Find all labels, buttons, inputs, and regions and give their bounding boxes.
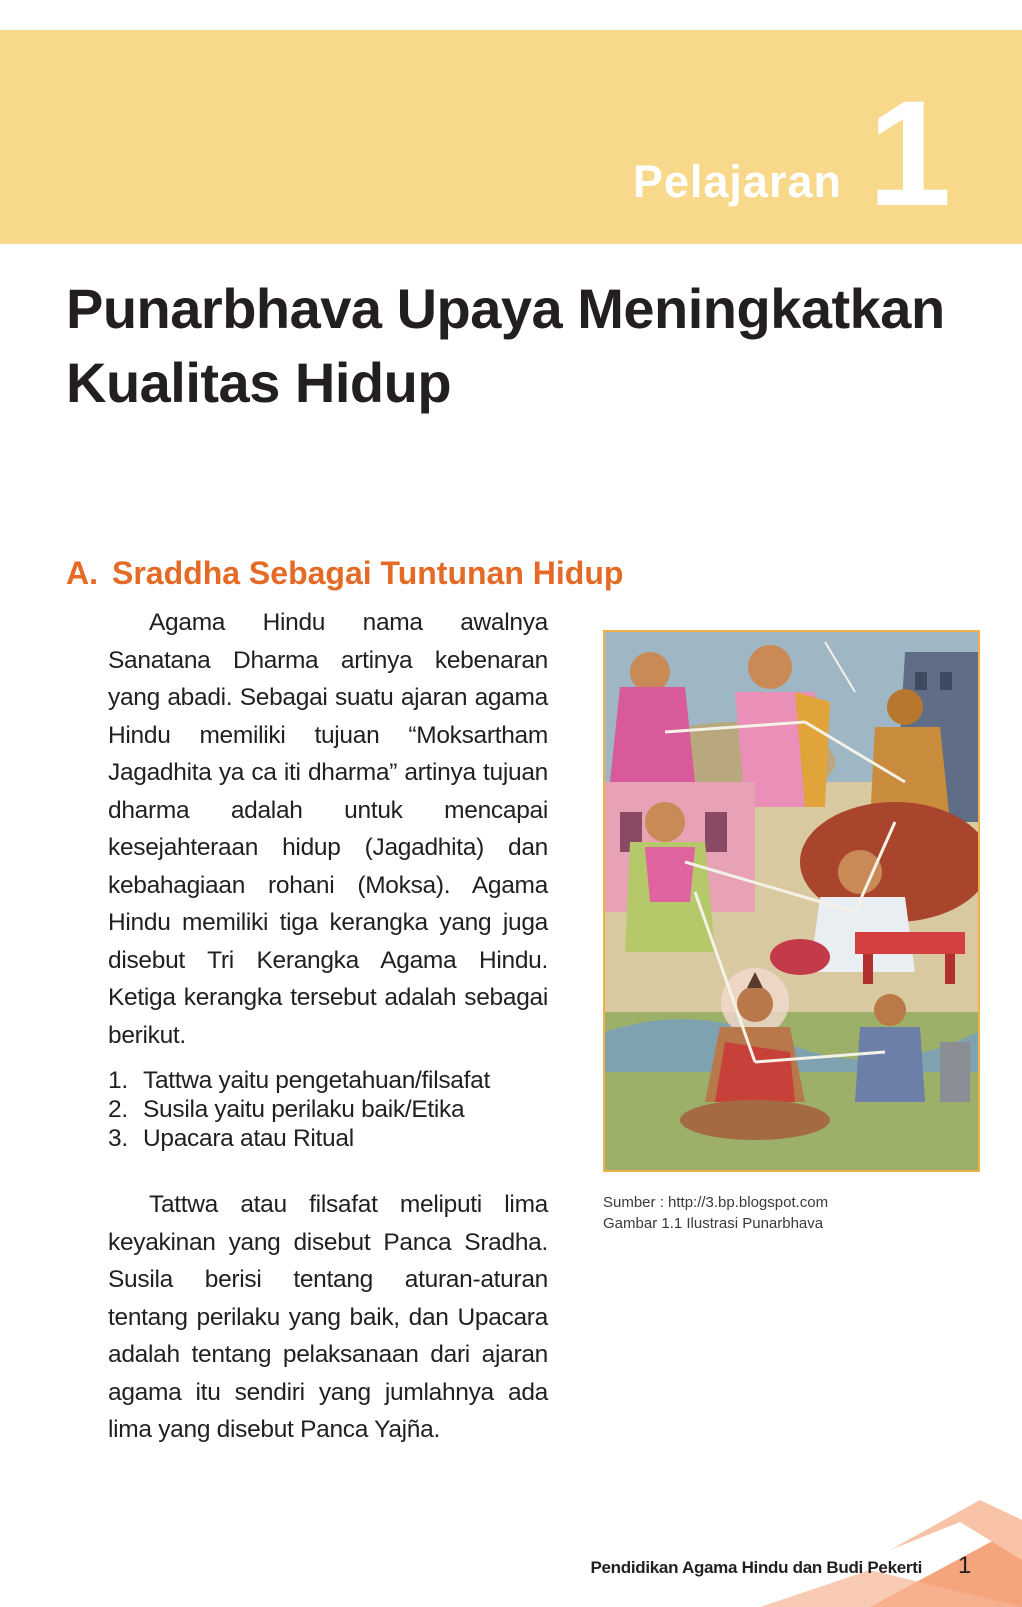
page-title: Punarbhava Upaya Meningkatkan Kualitas Hidup bbox=[66, 277, 945, 414]
chapter-number: 1 bbox=[868, 69, 952, 237]
body-paragraph-2: Tattwa atau filsafat meliputi lima keyakinan yang disebut Panca Sradha. Susila berisi tentang aturan-aturan tentang perilaku yang baik, dan Upacara adalah tentang pelaksanaan dari ajaran agama itu sendiri yang jumlahnya ada lima yang disebut Panca Yajña. bbox=[108, 1191, 548, 1443]
body-paragraph-1: Agama Hindu nama awalnya Sanatana Dharma artinya kebenaran yang abadi. Sebagai suatu ajaran agama Hindu memiliki tujuan “Moksartham Jagadhita ya ca iti dharma” artinya tujuan dharma adalah untuk mencapai kesejahteraan hidup (Jagadhita) dan kebahagiaan rohani (Moksa). Agama Hindu memiliki tiga kerangka yang juga disebut Tri Kerangka Agama Hindu. Ketiga kerangka tersebut adalah sebagai berikut. bbox=[108, 609, 548, 1049]
footer-book-title: Pendidikan Agama Hindu dan Budi Pekerti bbox=[590, 1558, 922, 1577]
figure-source: Sumber : http://3.bp.blogspot.com bbox=[603, 1194, 829, 1211]
list-item-number: 1. bbox=[108, 1067, 128, 1094]
chapter-label: Pelajaran bbox=[632, 156, 842, 207]
figure-caption-text: Gambar 1.1 Ilustrasi Punarbhava bbox=[603, 1215, 824, 1232]
list-item-number: 3. bbox=[108, 1125, 128, 1152]
page-number: 1 bbox=[958, 1552, 972, 1579]
list-item-number: 2. bbox=[108, 1096, 128, 1123]
list-item-text: Upacara atau Ritual bbox=[143, 1125, 354, 1152]
section-heading-text: Sraddha Sebagai Tuntunan Hidup bbox=[112, 555, 624, 591]
list-item-text: Tattwa yaitu pengetahuan/filsafat bbox=[143, 1067, 490, 1094]
section-letter: A. bbox=[66, 555, 98, 591]
list-item-text: Susila yaitu perilaku baik/Etika bbox=[143, 1096, 465, 1123]
